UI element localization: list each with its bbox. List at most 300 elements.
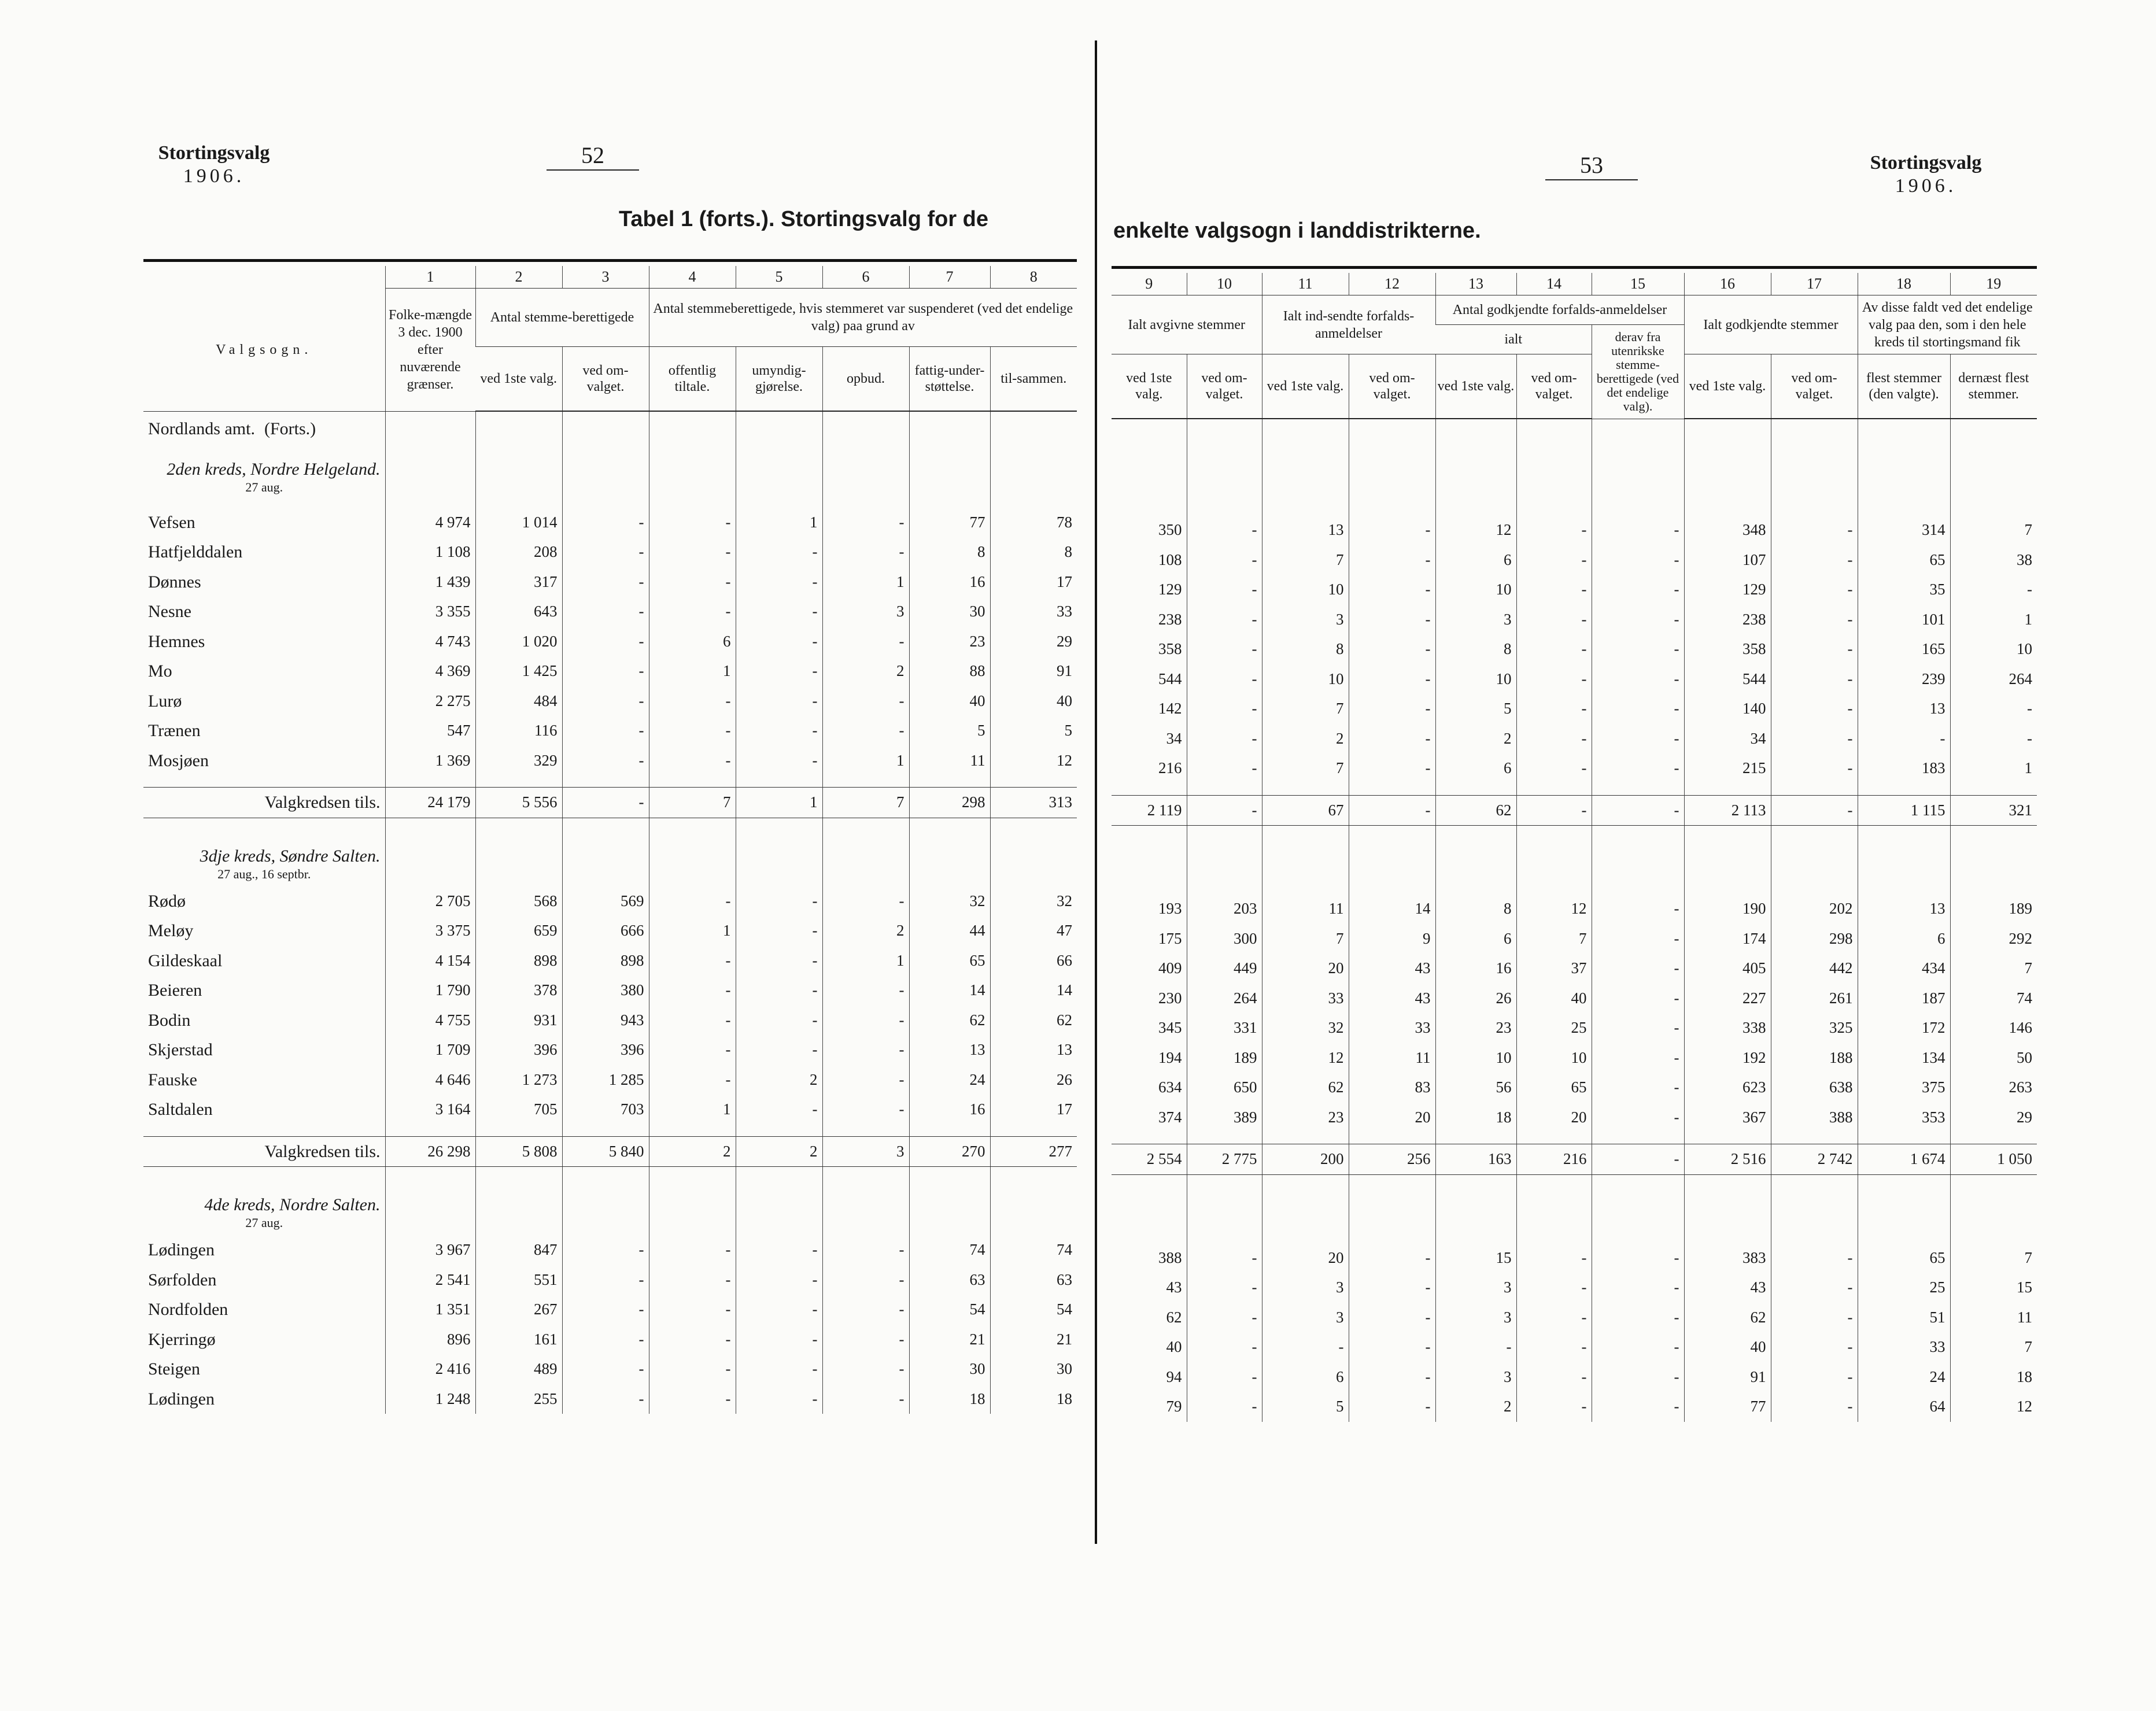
value-cell: - xyxy=(822,975,909,1006)
blank-cell xyxy=(475,775,562,788)
value-cell: - xyxy=(1187,1392,1262,1422)
value-cell: 10 xyxy=(1435,575,1516,605)
value-cell: 62 xyxy=(1684,1303,1771,1333)
value-cell: 1 115 xyxy=(1858,795,1950,826)
value-cell: - xyxy=(649,1325,736,1355)
value-cell: 442 xyxy=(1771,954,1858,984)
amt-suffix: (Forts.) xyxy=(264,419,316,438)
blank-cell xyxy=(562,1190,649,1235)
value-cell: - xyxy=(1516,1362,1592,1392)
left-running-head-year: 1906. xyxy=(183,165,245,187)
value-cell: - xyxy=(1435,1332,1516,1362)
blank-cell xyxy=(385,841,475,886)
value-cell: 396 xyxy=(475,1035,562,1065)
left-ved-1ste-header: ved 1ste valg. xyxy=(475,347,562,412)
value-cell: 350 xyxy=(1158,521,1182,538)
value-cell: 358 xyxy=(1158,640,1182,657)
blank-cell xyxy=(1516,849,1592,894)
value-cell: 4 646 xyxy=(385,1065,475,1095)
value-cell: - xyxy=(1516,1303,1592,1333)
left-page-number: 52 xyxy=(547,142,639,171)
value-cell: - xyxy=(562,1265,649,1295)
right-running-head-year: 1906. xyxy=(1895,175,1957,197)
value-cell: 1 439 xyxy=(385,567,475,597)
blank-cell xyxy=(1950,849,2037,894)
value-cell: - xyxy=(649,1384,736,1414)
value-cell: 6 xyxy=(1435,924,1516,954)
value-cell: - xyxy=(1349,634,1435,664)
value-cell: 898 xyxy=(562,946,649,976)
value-cell: 20 xyxy=(1349,1103,1435,1133)
value-cell: 896 xyxy=(385,1325,475,1355)
value-cell: 255 xyxy=(475,1384,562,1414)
value-cell: 277 xyxy=(990,1136,1077,1167)
right-running-head xyxy=(1862,151,1989,198)
value-cell: 11 xyxy=(909,746,990,776)
blank-cell xyxy=(990,411,1077,446)
value-cell: - xyxy=(562,656,649,686)
value-cell: 5 xyxy=(1435,694,1516,724)
value-cell: 2 xyxy=(1435,1392,1516,1422)
value-cell: 7 xyxy=(1262,753,1349,784)
value-cell: - xyxy=(1187,795,1262,826)
blank-cell xyxy=(990,841,1077,886)
value-cell: 1 709 xyxy=(385,1035,475,1065)
blank-cell xyxy=(475,1190,562,1235)
value-cell: - xyxy=(1187,1332,1262,1362)
value-cell: - xyxy=(1592,575,1684,605)
value-cell: 40 xyxy=(1684,1332,1771,1362)
value-cell: - xyxy=(1950,724,2037,754)
left-running-head xyxy=(150,142,278,188)
value-cell: - xyxy=(1592,924,1684,954)
value-cell: - xyxy=(1187,605,1262,635)
value-cell: 659 xyxy=(475,916,562,946)
blank-cell xyxy=(1262,849,1349,894)
value-cell: - xyxy=(1516,605,1592,635)
table-row xyxy=(1112,954,2037,984)
total-row xyxy=(143,1136,1077,1167)
value-cell: 18 xyxy=(1950,1362,2037,1392)
value-cell: 367 xyxy=(1684,1103,1771,1133)
value-cell: - xyxy=(1516,515,1592,545)
value-cell: - xyxy=(822,716,909,746)
value-cell: 78 xyxy=(990,508,1077,538)
sogn-name: Sørfolden xyxy=(148,1270,217,1289)
value-cell: - xyxy=(1262,1332,1349,1362)
value-cell: 8 xyxy=(909,537,990,567)
table-row xyxy=(143,1265,1077,1295)
amt-heading xyxy=(143,411,385,446)
value-cell: - xyxy=(736,597,822,627)
value-cell: 6 xyxy=(1435,545,1516,575)
value-cell: 44 xyxy=(909,916,990,946)
blank-cell xyxy=(385,1190,475,1235)
value-cell: 547 xyxy=(385,716,475,746)
value-cell: 17 xyxy=(990,567,1077,597)
value-cell: 26 xyxy=(990,1065,1077,1095)
value-cell: 638 xyxy=(1771,1073,1858,1103)
value-cell: - xyxy=(649,1065,736,1095)
blank-cell xyxy=(1771,826,1858,849)
godkjendte-ved-om-header: ved om-valget. xyxy=(1771,354,1858,419)
value-cell: - xyxy=(562,1325,649,1355)
blank-cell xyxy=(1262,454,1349,515)
spacer-row xyxy=(1112,784,2037,796)
value-cell: 24 179 xyxy=(385,788,475,818)
value-cell: 16 xyxy=(909,567,990,597)
blank-cell xyxy=(990,1125,1077,1137)
value-cell: 142 xyxy=(1158,700,1182,717)
valgsogn-header: Valgsogn. xyxy=(143,289,385,412)
blank-cell xyxy=(1858,1174,1950,1198)
value-cell: - xyxy=(649,886,736,917)
value-cell: 14 xyxy=(909,975,990,1006)
kreds-name: 2den kreds, Nordre Helgeland. xyxy=(167,459,381,479)
blank-cell xyxy=(1112,454,1187,515)
blank-cell xyxy=(385,775,475,788)
value-cell: 189 xyxy=(1187,1043,1262,1073)
value-cell: 3 967 xyxy=(385,1235,475,1265)
blank-cell xyxy=(822,818,909,841)
left-column-numbers xyxy=(143,266,1077,289)
blank-cell xyxy=(1262,1132,1349,1144)
value-cell: - xyxy=(822,627,909,657)
value-cell: - xyxy=(736,1384,822,1414)
value-cell: 12 xyxy=(1516,894,1592,924)
value-cell: - xyxy=(1187,1243,1262,1273)
value-cell: - xyxy=(1349,1243,1435,1273)
blank-cell xyxy=(1349,784,1435,796)
right-colnum-10: 10 xyxy=(1187,273,1262,295)
value-cell: 489 xyxy=(475,1354,562,1384)
blank-cell xyxy=(1112,849,1187,894)
blank-cell xyxy=(909,411,990,446)
sogn-name: Meløy xyxy=(148,921,194,940)
value-cell: 37 xyxy=(1516,954,1592,984)
value-cell: 8 xyxy=(1435,634,1516,664)
godkjendte-ved-1ste-header: ved 1ste valg. xyxy=(1684,354,1771,419)
kreds-heading-row xyxy=(143,841,1077,886)
blank-cell xyxy=(1262,1198,1349,1243)
value-cell: - xyxy=(736,716,822,746)
blank-cell xyxy=(1262,1174,1349,1198)
blank-cell xyxy=(822,411,909,446)
value-cell: 5 840 xyxy=(562,1136,649,1167)
sogn-name: Nordfolden xyxy=(148,1300,228,1319)
value-cell: 188 xyxy=(1771,1043,1858,1073)
value-cell: - xyxy=(1771,1392,1858,1422)
blank-cell xyxy=(1592,826,1684,849)
value-cell: - xyxy=(1592,1103,1684,1133)
derav-header: derav fra utenrikske stemme-berettigede (ved det endelige valg). xyxy=(1592,325,1684,419)
table-row xyxy=(1112,515,2037,545)
blank-cell xyxy=(1435,454,1516,515)
value-cell: - xyxy=(562,597,649,627)
value-cell: 8 xyxy=(1262,634,1349,664)
blank-cell xyxy=(736,411,822,446)
blank-cell xyxy=(1950,1132,2037,1144)
value-cell: - xyxy=(1187,724,1262,754)
value-cell: 7 xyxy=(1262,545,1349,575)
value-cell: - xyxy=(1516,753,1592,784)
value-cell: 331 xyxy=(1187,1013,1262,1043)
value-cell: 1 369 xyxy=(385,746,475,776)
value-cell: 129 xyxy=(1684,575,1771,605)
blank-cell xyxy=(1349,849,1435,894)
blank-cell xyxy=(1435,1174,1516,1198)
table-row xyxy=(143,1006,1077,1036)
value-cell: 4 743 xyxy=(385,627,475,657)
blank-cell xyxy=(1684,454,1771,515)
value-cell: 484 xyxy=(475,686,562,716)
value-cell: 7 xyxy=(1950,1332,2037,1362)
blank-cell xyxy=(143,775,385,788)
value-cell: 264 xyxy=(1950,664,2037,694)
value-cell: 30 xyxy=(990,1354,1077,1384)
value-cell: 325 xyxy=(1771,1013,1858,1043)
left-running-head-title: Stortingsvalg xyxy=(158,142,270,164)
sogn-name: Kjerringø xyxy=(148,1329,216,1349)
value-cell: - xyxy=(736,1295,822,1325)
table-row xyxy=(143,627,1077,657)
value-cell: 1 425 xyxy=(475,656,562,686)
ialt-header: ialt xyxy=(1435,325,1592,354)
value-cell: 23 xyxy=(1435,1013,1516,1043)
blank-cell xyxy=(822,775,909,788)
value-cell: 134 xyxy=(1858,1043,1950,1073)
value-cell: - xyxy=(736,946,822,976)
value-cell: - xyxy=(649,1295,736,1325)
blank-cell xyxy=(1592,1198,1684,1243)
value-cell: - xyxy=(1516,575,1592,605)
right-running-head-title: Stortingsvalg xyxy=(1870,152,1982,173)
value-cell: 1 xyxy=(1950,753,2037,784)
value-cell: 216 xyxy=(1158,759,1182,777)
value-cell: 129 xyxy=(1158,581,1182,598)
value-cell: 2 xyxy=(1435,724,1516,754)
table-row xyxy=(143,746,1077,776)
blank-cell xyxy=(1112,826,1187,849)
value-cell: 77 xyxy=(909,508,990,538)
value-cell: 116 xyxy=(475,716,562,746)
value-cell: 7 xyxy=(649,788,736,818)
value-cell: 1 014 xyxy=(475,508,562,538)
blank-cell xyxy=(1435,849,1516,894)
value-cell: 643 xyxy=(475,597,562,627)
value-cell: 183 xyxy=(1858,753,1950,784)
value-cell: 313 xyxy=(990,788,1077,818)
table-row xyxy=(143,1354,1077,1384)
value-cell: 63 xyxy=(990,1265,1077,1295)
value-cell: - xyxy=(736,567,822,597)
value-cell: 261 xyxy=(1771,984,1858,1014)
right-colnum-19: 19 xyxy=(1950,273,2037,295)
value-cell: 43 xyxy=(1684,1273,1771,1303)
sogn-name: Saltdalen xyxy=(148,1100,213,1119)
value-cell: 14 xyxy=(1349,894,1435,924)
value-cell: - xyxy=(1516,694,1592,724)
value-cell: 2 xyxy=(822,916,909,946)
blank-cell xyxy=(649,411,736,446)
value-cell: 51 xyxy=(1858,1303,1950,1333)
value-cell: - xyxy=(1592,894,1684,924)
value-cell: - xyxy=(736,746,822,776)
value-cell: - xyxy=(1771,634,1858,664)
spacer-row xyxy=(143,1167,1077,1191)
value-cell: 65 xyxy=(909,946,990,976)
value-cell: 25 xyxy=(1516,1013,1592,1043)
value-cell: 43 xyxy=(1349,954,1435,984)
indsendte-ved-om-header: ved om-valget. xyxy=(1349,354,1435,419)
blank-cell xyxy=(649,775,736,788)
value-cell: 1 273 xyxy=(475,1065,562,1095)
value-cell: 161 xyxy=(475,1325,562,1355)
value-cell: 1 248 xyxy=(385,1384,475,1414)
blank-cell xyxy=(909,1190,990,1235)
value-cell: 298 xyxy=(1771,924,1858,954)
value-cell: - xyxy=(1516,545,1592,575)
value-cell: 5 xyxy=(990,716,1077,746)
value-cell: - xyxy=(1771,1243,1858,1273)
indsendte-header: Ialt ind-sendte forfalds-anmeldelser xyxy=(1262,295,1435,354)
blank-cell xyxy=(1112,1174,1187,1198)
blank-cell xyxy=(909,818,990,841)
value-cell: 91 xyxy=(1684,1362,1771,1392)
value-cell: - xyxy=(562,1295,649,1325)
value-cell: - xyxy=(1187,515,1262,545)
blank-cell xyxy=(1950,1174,2037,1198)
blank-cell xyxy=(143,1125,385,1137)
value-cell: 2 xyxy=(736,1136,822,1167)
value-cell: 30 xyxy=(909,597,990,627)
value-cell: - xyxy=(1592,753,1684,784)
blank-cell xyxy=(1684,784,1771,796)
total-row xyxy=(1112,795,2037,826)
right-colnum-9: 9 xyxy=(1112,273,1187,295)
value-cell: - xyxy=(822,1354,909,1384)
opbud-header: opbud. xyxy=(822,347,909,412)
value-cell: 544 xyxy=(1684,664,1771,694)
blank-cell xyxy=(736,1125,822,1137)
value-cell: 264 xyxy=(1187,984,1262,1014)
sogn-name: Fauske xyxy=(148,1070,197,1089)
value-cell: 238 xyxy=(1158,610,1182,628)
spacer-row xyxy=(1112,826,2037,849)
fattig-header: fattig-under-støttelse. xyxy=(909,347,990,412)
indsendte-ved-1ste-header: ved 1ste valg. xyxy=(1262,354,1349,419)
table-row xyxy=(143,656,1077,686)
blank-cell xyxy=(1592,784,1684,796)
value-cell: - xyxy=(1592,605,1684,635)
kreds-name: 3dje kreds, Søndre Salten. xyxy=(200,846,381,866)
blank-cell xyxy=(1950,1198,2037,1243)
value-cell: 4 154 xyxy=(385,946,475,976)
blank-cell xyxy=(1112,419,1187,454)
table-row xyxy=(143,886,1077,917)
blank-cell xyxy=(1349,454,1435,515)
value-cell: - xyxy=(1187,575,1262,605)
value-cell: 65 xyxy=(1516,1073,1592,1103)
blank-cell xyxy=(909,446,990,508)
blank-cell xyxy=(736,775,822,788)
value-cell: 8 xyxy=(1435,894,1516,924)
value-cell: 1 050 xyxy=(1950,1144,2037,1175)
value-cell: 23 xyxy=(1262,1103,1349,1133)
value-cell: 21 xyxy=(990,1325,1077,1355)
value-cell: 26 xyxy=(1435,984,1516,1014)
value-cell: 16 xyxy=(909,1095,990,1125)
value-cell: 348 xyxy=(1684,515,1771,545)
kreds-heading-row xyxy=(143,1190,1077,1235)
value-cell: 329 xyxy=(475,746,562,776)
blank-cell xyxy=(1516,419,1592,454)
value-cell: - xyxy=(736,975,822,1006)
value-cell: 388 xyxy=(1771,1103,1858,1133)
value-cell: - xyxy=(1771,694,1858,724)
value-cell: 18 xyxy=(909,1384,990,1414)
value-cell: 187 xyxy=(1858,984,1950,1014)
value-cell: 146 xyxy=(1950,1013,2037,1043)
right-colnum-18: 18 xyxy=(1858,273,1950,295)
sogn-name: Dønnes xyxy=(148,572,201,592)
blank-cell xyxy=(1516,454,1592,515)
blank-cell xyxy=(385,1167,475,1191)
value-cell: - xyxy=(562,788,649,818)
value-cell: 65 xyxy=(1858,1243,1950,1273)
value-cell: 24 xyxy=(1858,1362,1950,1392)
value-cell: - xyxy=(822,886,909,917)
value-cell: 6 xyxy=(1435,753,1516,784)
value-cell: - xyxy=(1349,1392,1435,1422)
value-cell: 108 xyxy=(1158,550,1182,568)
value-cell: - xyxy=(649,686,736,716)
value-cell: - xyxy=(736,1006,822,1036)
blank-cell xyxy=(1187,1174,1262,1198)
value-cell: - xyxy=(736,537,822,567)
value-cell: 2 xyxy=(649,1136,736,1167)
value-cell: 1 xyxy=(822,946,909,976)
sogn-name: Lødingen xyxy=(148,1240,215,1259)
table-row xyxy=(1112,924,2037,954)
value-cell: 623 xyxy=(1684,1073,1771,1103)
value-cell: - xyxy=(1187,1303,1262,1333)
spacer-row xyxy=(143,775,1077,788)
value-cell: 4 755 xyxy=(385,1006,475,1036)
value-cell: 12 xyxy=(990,746,1077,776)
value-cell: 2 541 xyxy=(385,1265,475,1295)
table-row xyxy=(1112,1103,2037,1133)
value-cell: - xyxy=(1592,1332,1684,1362)
table-row xyxy=(1112,753,2037,784)
value-cell: 943 xyxy=(562,1006,649,1036)
value-cell: 300 xyxy=(1187,924,1262,954)
value-cell: 2 xyxy=(1262,724,1349,754)
blank-cell xyxy=(475,841,562,886)
value-cell: 56 xyxy=(1435,1073,1516,1103)
right-header-row xyxy=(1112,295,2037,325)
folkemaengde-header: Folke-mængde 3 dec. 1900 efter nuværende grænser. xyxy=(385,289,475,412)
value-cell: 74 xyxy=(909,1235,990,1265)
blank-cell xyxy=(475,446,562,508)
sogn-name: Mo xyxy=(148,662,172,681)
kreds-heading-spacer xyxy=(1112,1198,2037,1243)
value-cell: - xyxy=(1592,1243,1684,1273)
value-cell: 40 xyxy=(909,686,990,716)
value-cell: 409 xyxy=(1158,959,1182,977)
stemmeberettigede-header: Antal stemme-berettigede xyxy=(475,289,649,347)
value-cell: 2 275 xyxy=(385,686,475,716)
